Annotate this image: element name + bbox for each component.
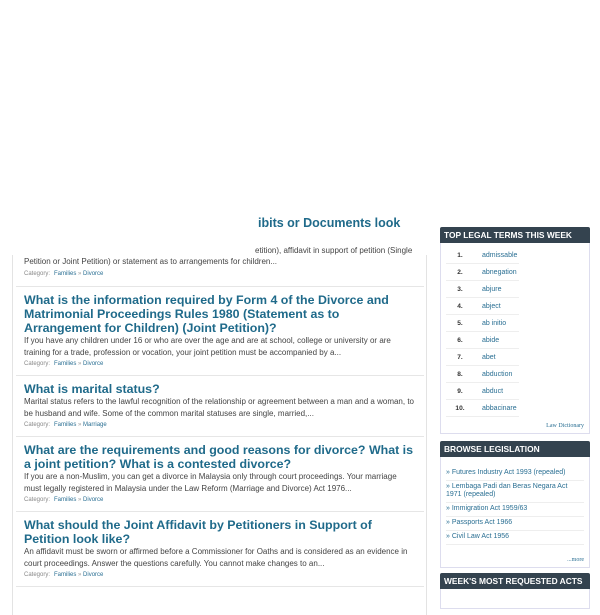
category-separator: » <box>78 361 82 367</box>
article-category <box>24 419 416 431</box>
legislation-link[interactable]: » Futures Industry Act 1993 (repealed) <box>446 467 584 481</box>
article-item <box>16 436 424 511</box>
legislation-link[interactable]: » Civil Law Act 1956 <box>446 531 584 545</box>
term-rank: 10. <box>455 404 465 412</box>
article-excerpt: An affidavit must be sworn or affirmed before a Commissioner for Oaths and is considered as an evidence in court proceedings. Answer the questions carefully. You cannot make changes to an... <box>24 547 408 568</box>
category-separator: » <box>78 271 82 277</box>
article-title[interactable]: What should the Joint Affidavit by Petitioners in Support of Petition look like? <box>24 518 372 546</box>
article-item <box>16 286 424 375</box>
article-title[interactable]: What is marital status? <box>24 382 160 396</box>
widget-header: WEEK'S MOST REQUESTED ACTS <box>440 573 590 589</box>
legal-term-row <box>446 281 519 298</box>
subcategory-link[interactable]: Divorce <box>83 497 104 503</box>
term-link[interactable]: ab initio <box>482 319 507 327</box>
acts-list <box>440 589 590 609</box>
legal-term-row <box>446 349 519 366</box>
partial-article-excerpt-line2: Petition or Joint Petition) or statement as to arrangements for children... <box>24 257 278 266</box>
category-link[interactable]: Families <box>54 497 77 503</box>
article-category <box>24 358 416 370</box>
term-rank: 1. <box>457 251 463 259</box>
article-title[interactable]: What are the requirements and good reasons for divorce? What is a joint petition? What is a contested divorce? <box>24 443 413 471</box>
article-excerpt: Marital status refers to the lawful recognition of the relationship or agreement between a man and a woman, to be husband and wife. Some of the common marital statuses are single, married,... <box>24 397 414 418</box>
law-dictionary-link[interactable]: Law Dictionary <box>546 423 584 429</box>
article-item <box>16 511 424 586</box>
legal-term-row <box>446 298 519 315</box>
legislation-link[interactable]: » Passports Act 1966 <box>446 517 584 531</box>
category-link[interactable]: Families <box>54 422 77 428</box>
browse-legislation-widget <box>440 441 590 568</box>
legislation-link[interactable]: » Immigration Act 1959/63 <box>446 503 584 517</box>
term-rank: 2. <box>457 268 463 276</box>
term-rank: 3. <box>457 285 463 293</box>
article-list <box>16 286 424 598</box>
article-item <box>16 375 424 436</box>
legal-term-row <box>446 332 519 349</box>
legal-term-row <box>446 366 519 383</box>
article-divider <box>16 586 424 598</box>
legal-term-row <box>446 247 519 264</box>
category-separator: » <box>78 572 82 578</box>
term-link[interactable]: abbacinare <box>482 404 517 412</box>
term-link[interactable]: abduction <box>482 370 513 378</box>
partial-article-excerpt: etition), affidavit in support of petition (Single <box>255 246 413 255</box>
widget-header: TOP LEGAL TERMS THIS WEEK <box>440 227 590 243</box>
term-link[interactable]: abject <box>482 302 501 310</box>
article-excerpt: If you are a non-Muslim, you can get a divorce in Malaysia only through court proceedings. Your marriage must legally registered in Malaysia under the Law Reform (Marriage and Divorce) Act 1976... <box>24 472 397 493</box>
category-link[interactable]: Families <box>54 572 77 578</box>
category-label: Category: <box>24 361 51 367</box>
subcategory-link[interactable]: Divorce <box>83 572 104 578</box>
category-separator: » <box>78 497 82 503</box>
term-link[interactable]: abet <box>482 353 496 361</box>
legal-term-row <box>446 315 519 332</box>
term-link[interactable]: abjure <box>482 285 502 293</box>
term-rank: 7. <box>457 353 463 361</box>
legal-term-row <box>446 264 519 281</box>
legal-term-row <box>446 400 519 417</box>
subcategory-link[interactable]: Divorce <box>83 271 104 277</box>
legislation-link[interactable]: » Lembaga Padi dan Beras Negara Act 1971 (repealed) <box>446 481 584 503</box>
most-requested-acts-widget <box>440 573 590 609</box>
category-link[interactable]: Families <box>54 361 77 367</box>
term-link[interactable]: abnegation <box>482 268 517 276</box>
subcategory-link[interactable]: Marriage <box>83 422 107 428</box>
category-label: Category: <box>24 572 51 578</box>
term-link[interactable]: admissable <box>482 251 518 259</box>
terms-list <box>440 243 590 434</box>
term-rank: 5. <box>457 319 463 327</box>
subcategory-link[interactable]: Divorce <box>83 361 104 367</box>
term-rank: 6. <box>457 336 463 344</box>
widget-header: BROWSE LEGISLATION <box>440 441 590 457</box>
legal-term-row <box>446 383 519 400</box>
partial-article-title[interactable]: ibits or Documents look <box>258 216 401 230</box>
category-label: Category: <box>24 271 51 277</box>
legislation-list <box>440 457 590 568</box>
article-category <box>24 494 416 506</box>
article-category <box>24 268 103 280</box>
more-link[interactable]: ...more <box>567 557 584 563</box>
category-label: Category: <box>24 497 51 503</box>
term-rank: 9. <box>457 387 463 395</box>
category-link[interactable]: Families <box>54 271 77 277</box>
category-label: Category: <box>24 422 51 428</box>
term-rank: 8. <box>457 370 463 378</box>
article-excerpt: If you have any children under 16 or who are over the age and are at school, college or university or are training for a trade, profession or vocation, your joint petition must be accompanied by a... <box>24 336 391 357</box>
article-category <box>24 569 416 581</box>
category-separator: » <box>78 422 82 428</box>
term-link[interactable]: abide <box>482 336 500 344</box>
term-link[interactable]: abduct <box>482 387 504 395</box>
top-legal-terms-widget <box>440 227 590 434</box>
term-rank: 4. <box>457 302 463 310</box>
article-title[interactable]: What is the information required by Form 4 of the Divorce and Matrimonial Proceedings Rules 1980 (Statement as to Arrangement for Children) (Joint Petition)? <box>24 293 389 335</box>
